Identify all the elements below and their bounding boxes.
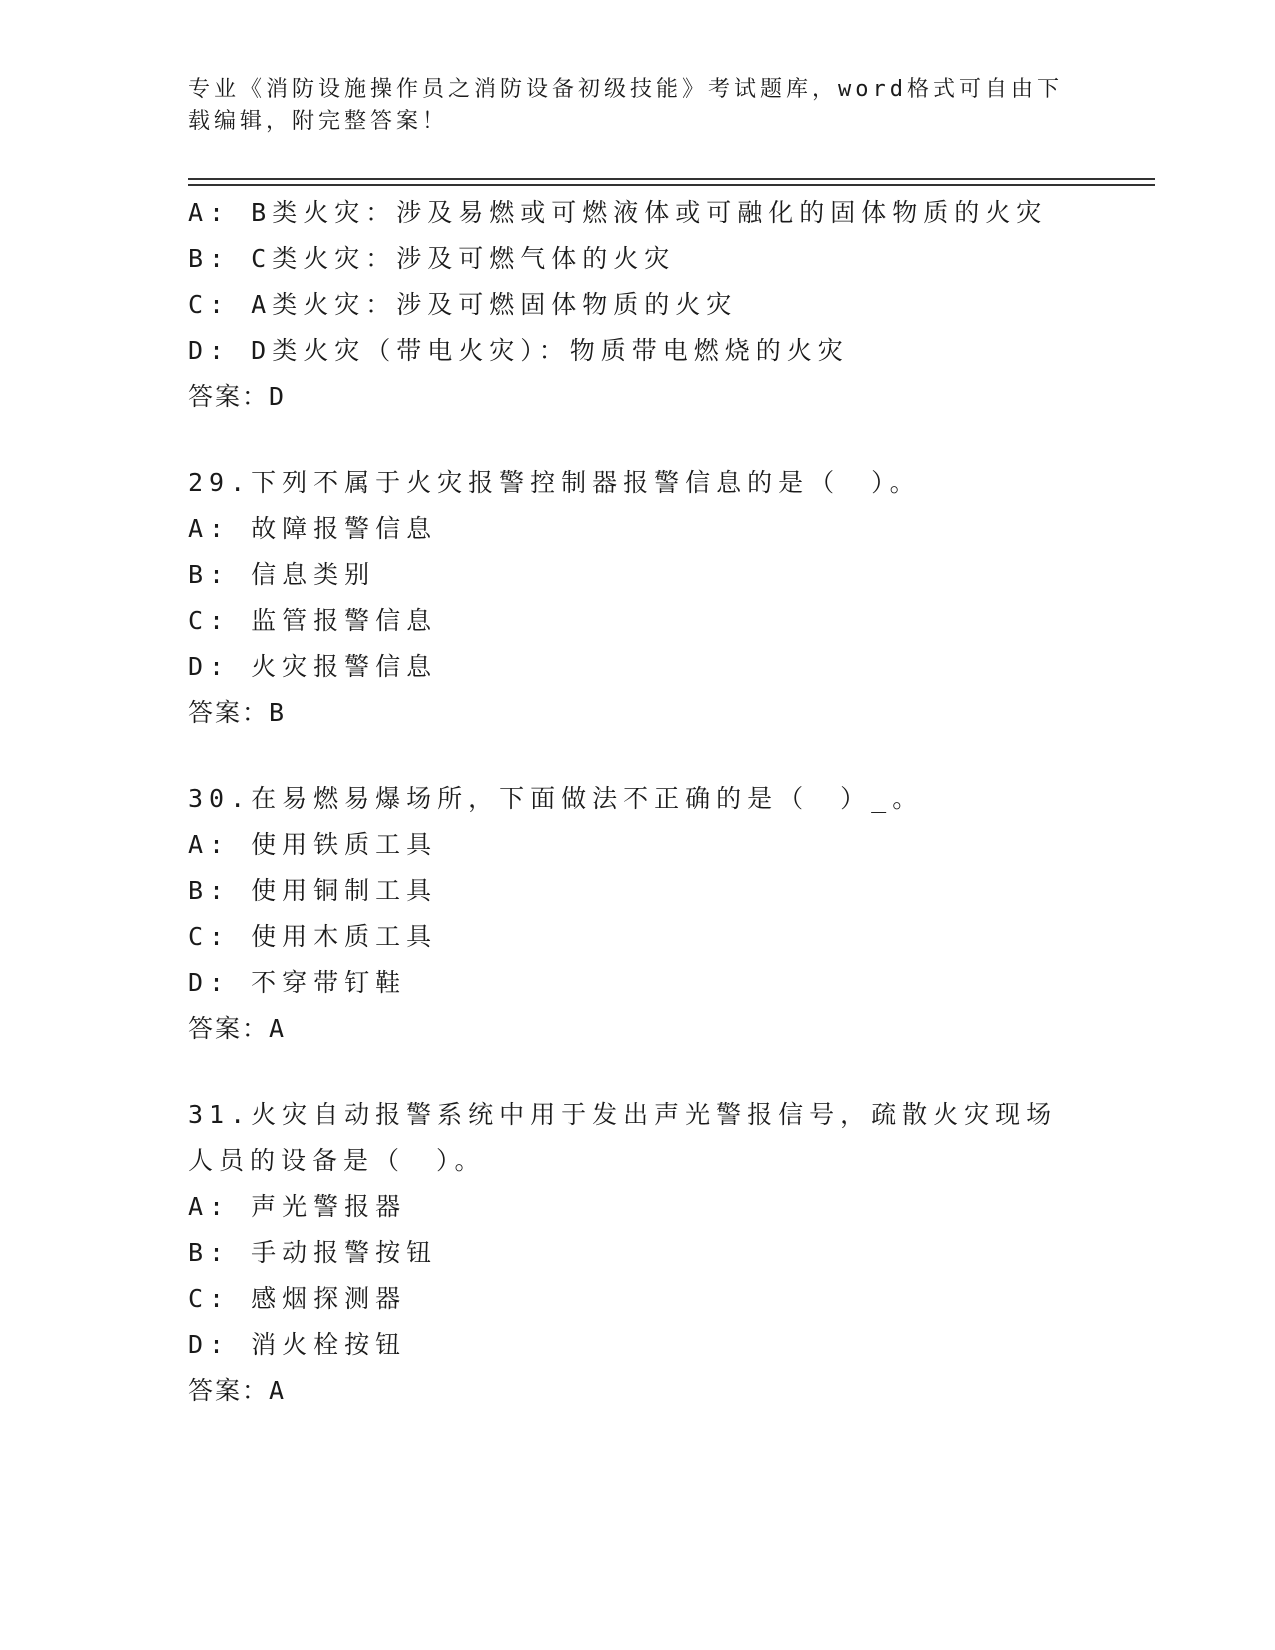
option-a: A: 使用铁质工具 bbox=[188, 830, 438, 859]
option-d: D: D类火灾（带电火灾）：物质带电燃烧的火灾 bbox=[188, 336, 849, 365]
option-b: B: 使用铜制工具 bbox=[188, 876, 438, 905]
answer-line bbox=[188, 1368, 1088, 1414]
answer-label: 答案： bbox=[188, 382, 270, 411]
question-list bbox=[188, 190, 1088, 1414]
spacer bbox=[188, 420, 1088, 460]
question-text: 30.在易燃易爆场所，下面做法不正确的是（ ）_。 bbox=[188, 784, 924, 813]
option-c: C: A类火灾：涉及可燃固体物质的火灾 bbox=[188, 290, 738, 319]
answer-value: A bbox=[269, 1376, 287, 1405]
question-28-continued bbox=[188, 190, 1088, 420]
option-d: D: 火灾报警信息 bbox=[188, 652, 438, 681]
option-d: D: 消火栓按钮 bbox=[188, 1330, 407, 1359]
answer-line bbox=[188, 690, 1088, 736]
question-31 bbox=[188, 1092, 1088, 1414]
option-c: C: 监管报警信息 bbox=[188, 606, 438, 635]
option-a: A: 故障报警信息 bbox=[188, 514, 438, 543]
answer-line bbox=[188, 1006, 1088, 1052]
question-text: 31.火灾自动报警系统中用于发出声光警报信号，疏散火灾现场人员的设备是（ ）。 bbox=[188, 1100, 1058, 1175]
option-b: B: 手动报警按钮 bbox=[188, 1238, 438, 1267]
header-divider-top bbox=[188, 178, 1155, 180]
answer-value: A bbox=[269, 1014, 287, 1043]
question-text: 29.下列不属于火灾报警控制器报警信息的是（ ）。 bbox=[188, 468, 921, 497]
answer-label: 答案： bbox=[188, 1376, 270, 1405]
option-d: D: 不穿带钉鞋 bbox=[188, 968, 407, 997]
option-b: B: 信息类别 bbox=[188, 560, 376, 589]
document-header: 专业《消防设施操作员之消防设备初级技能》考试题库，word格式可自由下载编辑，附完整答案！ bbox=[188, 77, 1063, 134]
answer-line bbox=[188, 374, 1088, 420]
option-a: A: 声光警报器 bbox=[188, 1192, 407, 1221]
option-b: B: C类火灾：涉及可燃气体的火灾 bbox=[188, 244, 676, 273]
answer-label: 答案： bbox=[188, 1014, 270, 1043]
header-divider-bottom bbox=[188, 184, 1155, 186]
option-c: C: 使用木质工具 bbox=[188, 922, 438, 951]
answer-value: D bbox=[269, 382, 287, 411]
option-a: A: B类火灾：涉及易燃或可燃液体或可融化的固体物质的火灾 bbox=[188, 198, 1048, 227]
spacer bbox=[188, 1052, 1088, 1092]
answer-value: B bbox=[269, 698, 287, 727]
spacer bbox=[188, 736, 1088, 776]
answer-label: 答案： bbox=[188, 698, 270, 727]
question-30 bbox=[188, 776, 1088, 1052]
option-c: C: 感烟探测器 bbox=[188, 1284, 407, 1313]
question-29 bbox=[188, 460, 1088, 736]
